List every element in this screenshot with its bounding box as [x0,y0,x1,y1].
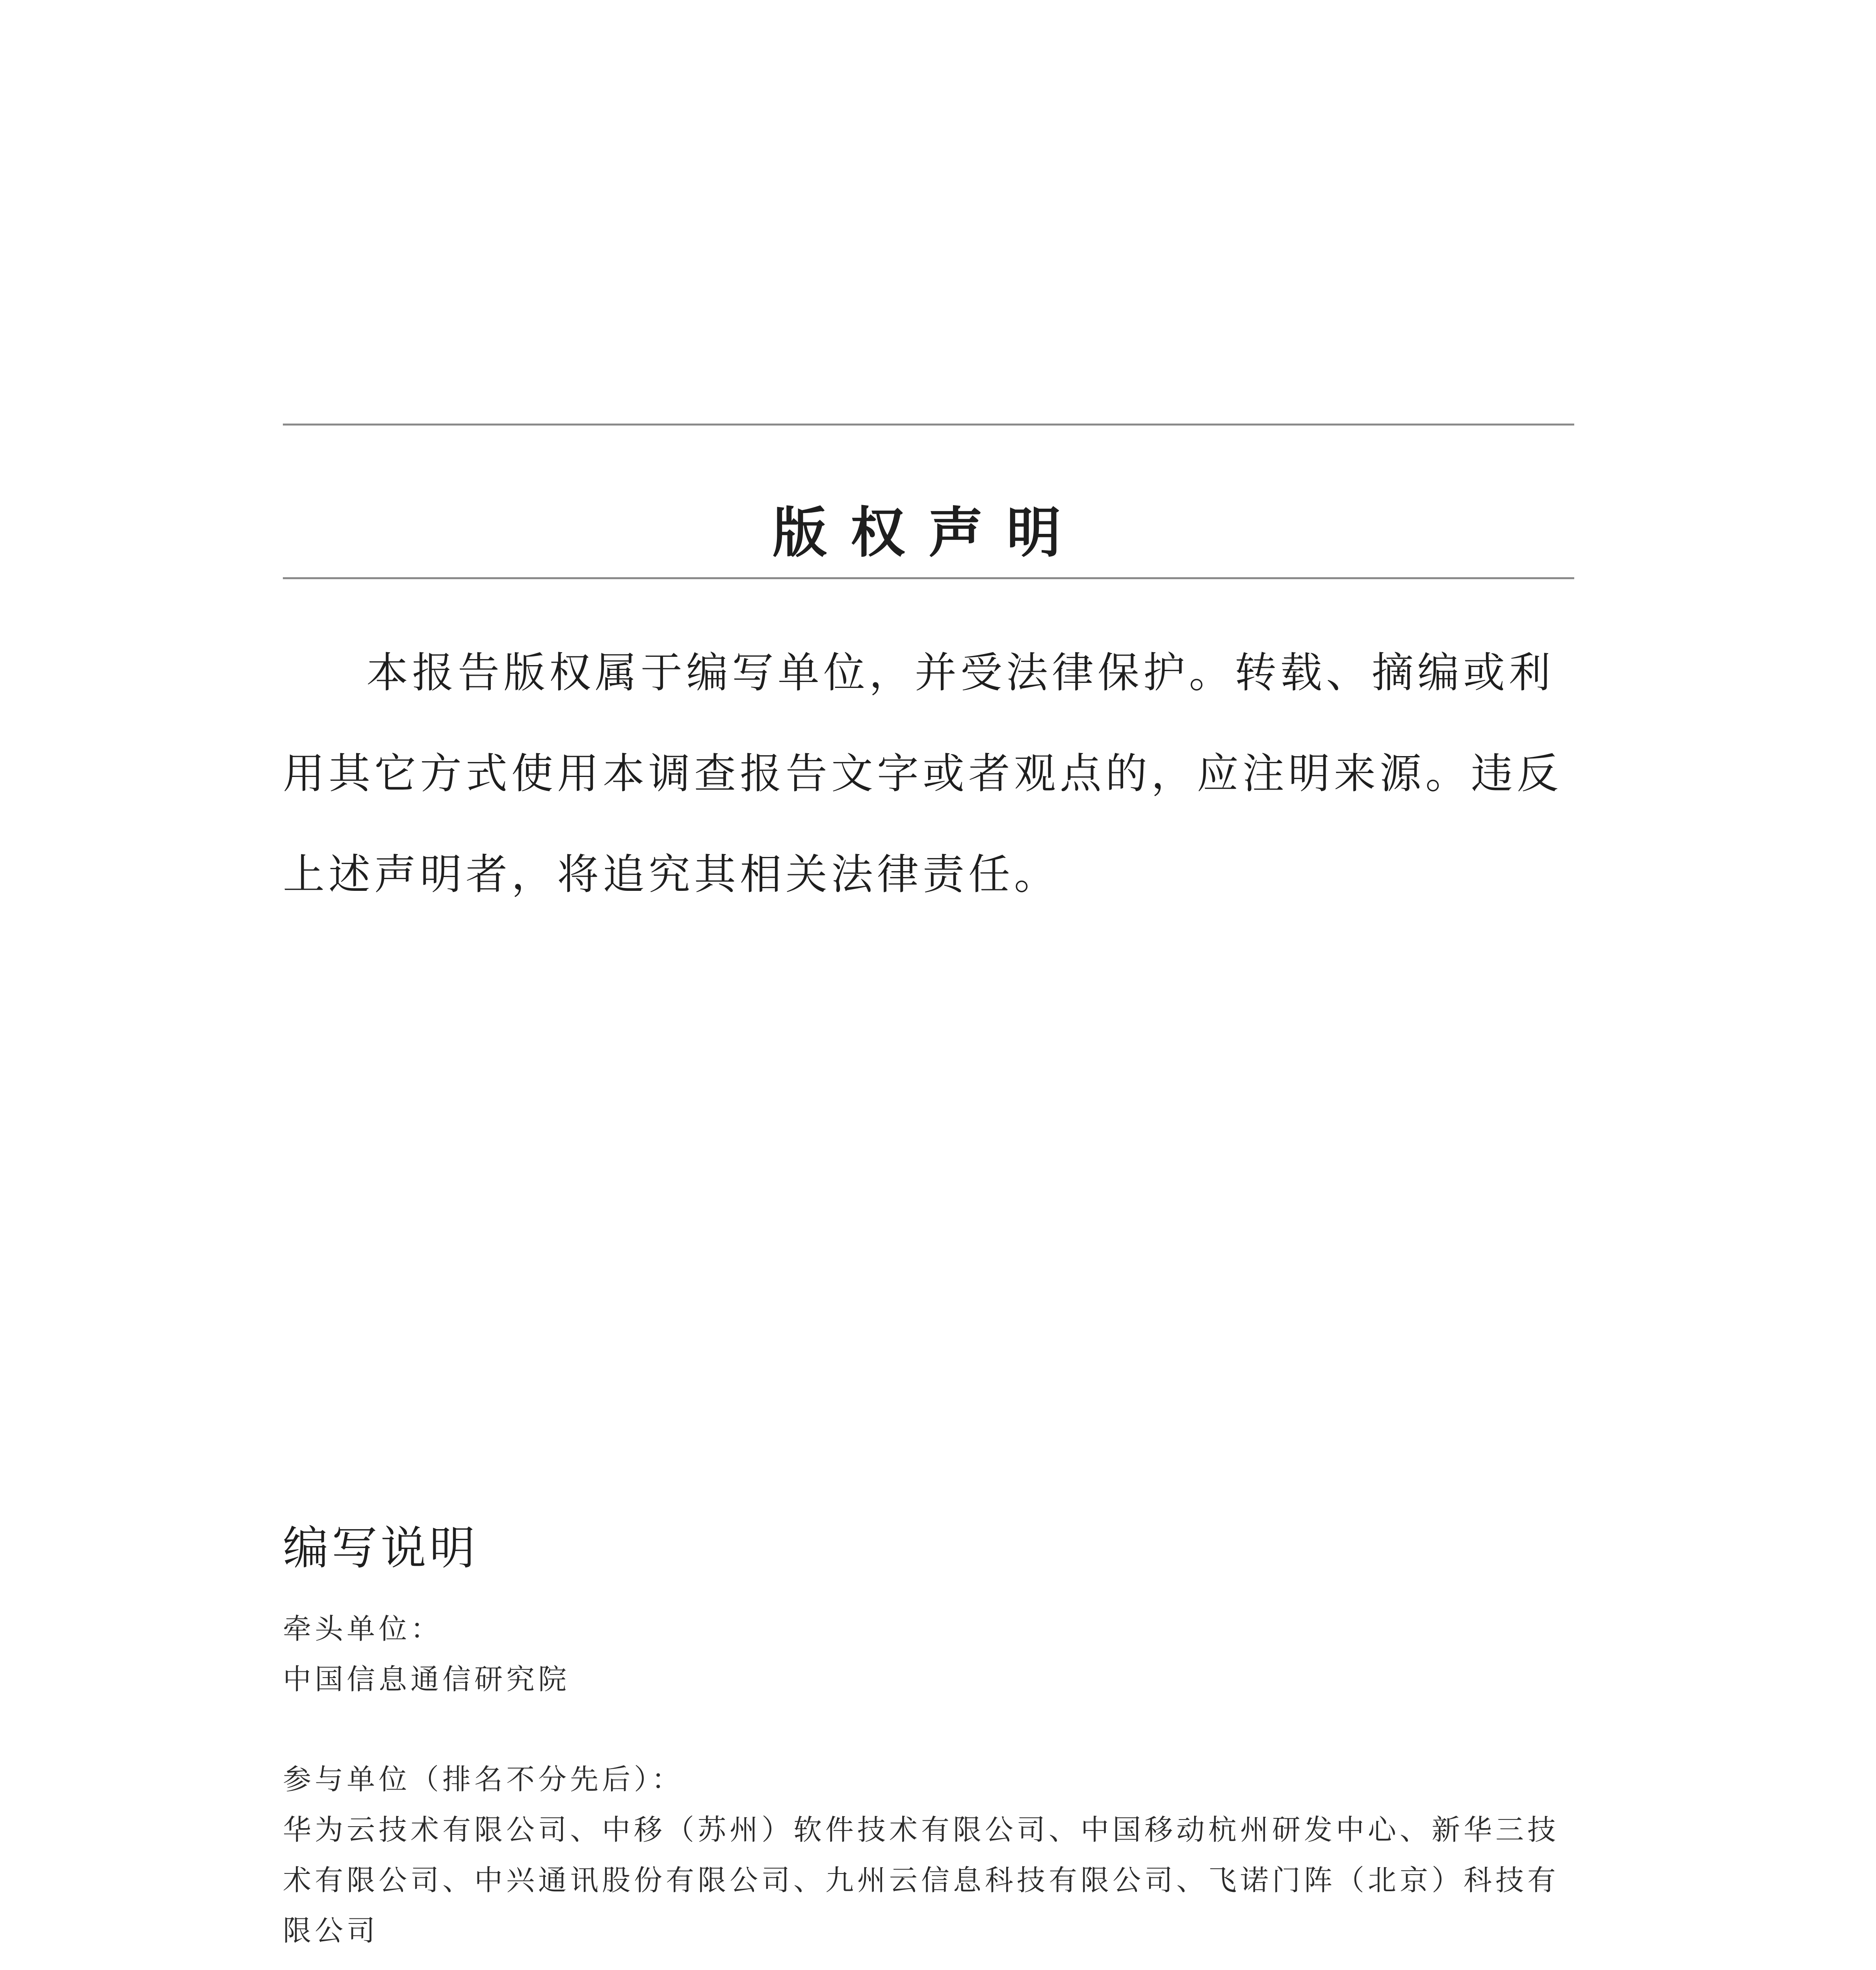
lead-unit-value: 中国信息通信研究院 [283,1663,570,1696]
lead-unit-label: 牵头单位： [283,1612,443,1645]
lead-unit-section [283,1604,1574,1704]
participating-units-section [283,1754,1574,1956]
participating-units-label: 参与单位（排名不分先后）： [283,1763,684,1796]
participating-units-value: 华为云技术有限公司、中移（苏州）软件技术有限公司、中国移动杭州研发中心、新华三技术有限公司、中兴通讯股份有限公司、九州云信息科技有限公司、飞诺门阵（北京）科技有限公司 [283,1813,1560,1947]
copyright-title: 版权声明 [772,500,1085,565]
title-top-rule [283,424,1574,426]
writing-notes-title: 编写说明 [283,1522,478,1575]
title-bottom-rule [283,577,1574,579]
copyright-statement: 本报告版权属于编写单位，并受法律保护。转载、摘编或利用其它方式使用本调查报告文字或者观点的，应注明来源。违反上述声明者，将追究其相关法律责任。 [283,649,1562,899]
